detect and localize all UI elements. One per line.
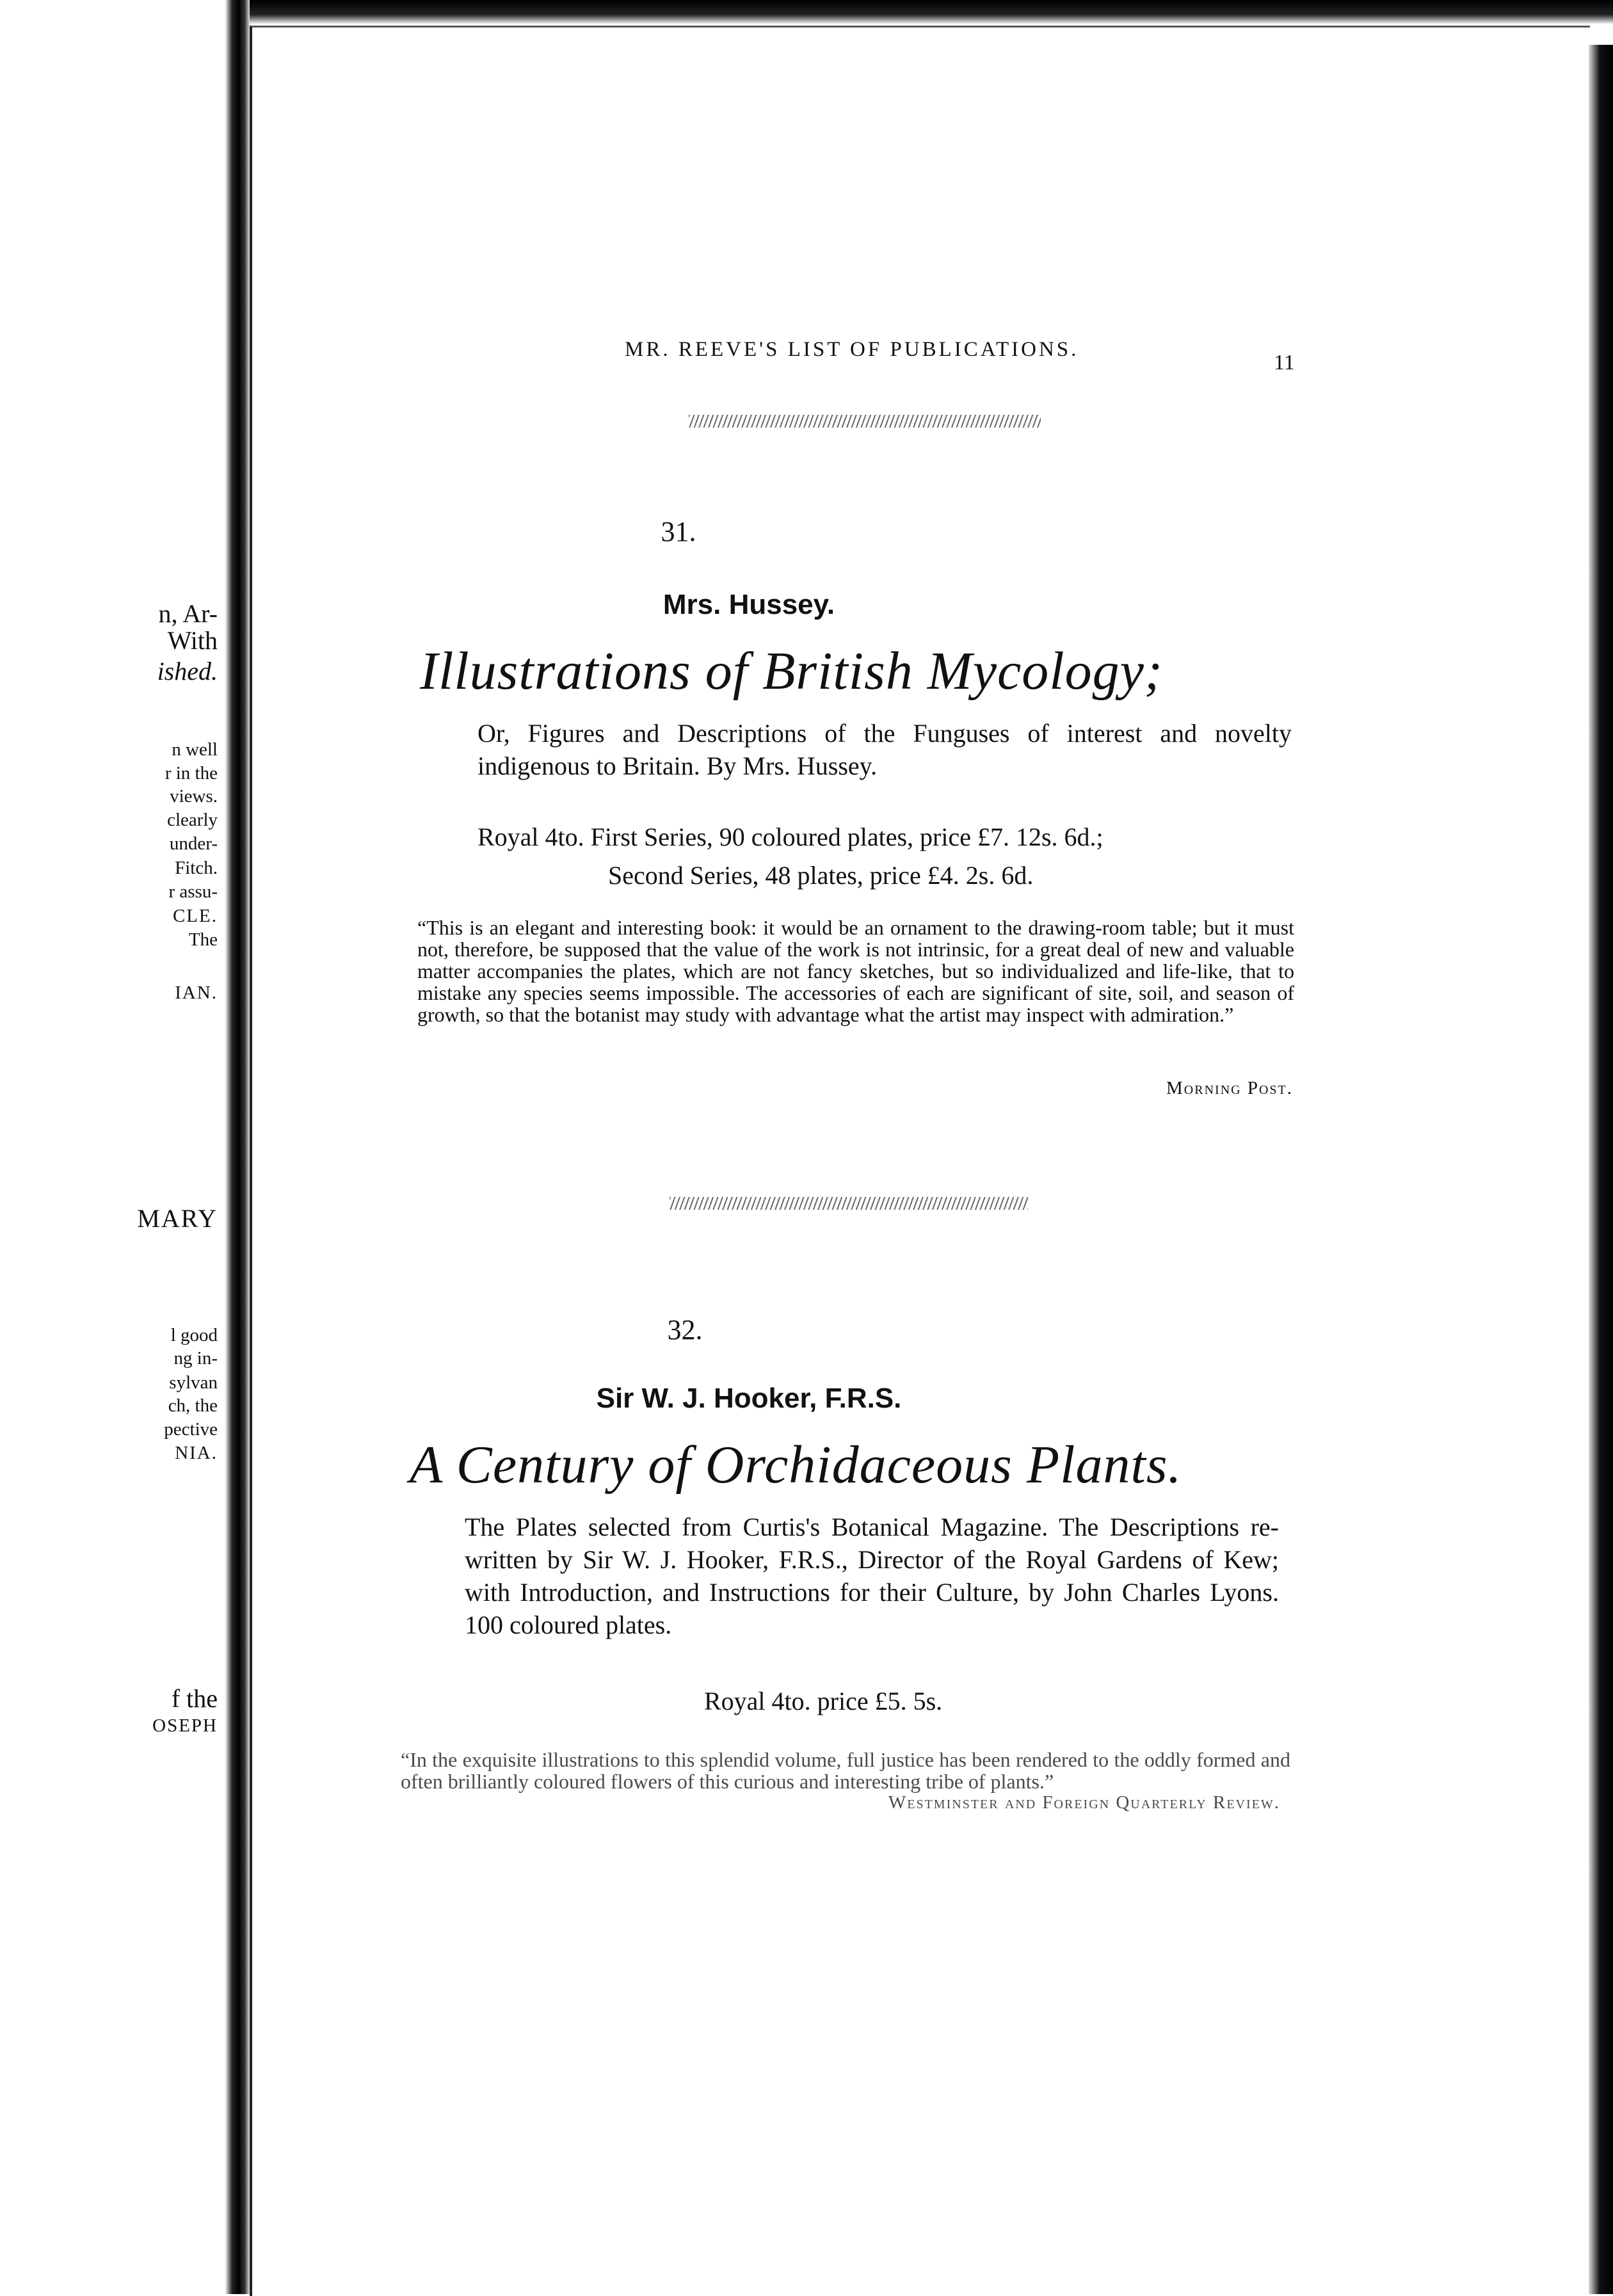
review-attribution: Westminster and Foreign Quarterly Review. (888, 1792, 1280, 1813)
entry-description: The Plates selected from Curtis's Botanical Magazine. The Descriptions re-written by Sir W. J. Hooker, F.R.S., Director of the Royal Gardens of Kew; with Introduction, and Instructions for their Culture, by John Charles Lyons. 100 coloured plates. (465, 1513, 1279, 1639)
left-page-fragment: pective (164, 1419, 218, 1440)
left-page-fragment: l good (170, 1325, 218, 1345)
left-page-fragment: f the (171, 1684, 218, 1713)
left-page-fragment: OSEPH (152, 1715, 218, 1736)
left-page-fragment: r in the (165, 763, 218, 783)
left-page-fragment: clearly (167, 810, 218, 830)
left-page-fragment: n, Ar- (158, 599, 218, 628)
running-head: MR. REEVE'S LIST OF PUBLICATIONS. (625, 338, 1079, 361)
review-attribution: Morning Post. (1166, 1078, 1293, 1098)
right-page (250, 0, 1587, 2294)
page-number: 11 (1274, 351, 1295, 374)
entry-title: A Century of Orchidaceous Plants. (410, 1435, 1182, 1495)
left-page-fragment: CLE. (172, 906, 218, 926)
left-page-fragment: sylvan (169, 1372, 218, 1393)
left-page-fragment: ch, the (168, 1395, 218, 1416)
page-gutter (225, 0, 250, 2294)
left-page-fragment: ng in- (173, 1348, 218, 1369)
left-page-fragments (0, 0, 221, 2294)
left-page-fragment: The (188, 929, 218, 950)
left-page-fragment: IAN. (175, 983, 218, 1003)
left-page-fragment: n well (172, 739, 218, 760)
entry-author: Mrs. Hussey. (662, 589, 835, 620)
entry-title: Illustrations of British Mycology; (420, 641, 1163, 701)
left-page-fragment: With (167, 626, 218, 655)
entry-price-second: Second Series, 48 plates, price £4. 2s. 6d. (608, 861, 1034, 890)
left-page-fragment: ished. (157, 657, 218, 686)
left-page-fragment: Fitch. (175, 858, 218, 878)
left-page-fragment: MARY (137, 1204, 218, 1233)
ornament-rule (689, 415, 1041, 428)
left-page-fragment: under- (169, 833, 218, 854)
entry-number: 32. (667, 1314, 703, 1345)
ornament-rule (670, 1197, 1028, 1210)
review-quote: “In the exquisite illustrations to this splendid volume, full justice has been rendered to the oddly formed and often brilliantly coloured flowers of this curious and interesting tribe of plants.” (401, 1748, 1290, 1793)
entry-number: 31. (661, 516, 696, 547)
left-page-fragment: r assu- (168, 881, 218, 902)
left-page-fragment: views. (170, 786, 218, 807)
entry-author: Sir W. J. Hooker, F.R.S. (596, 1383, 902, 1414)
entry-description: Or, Figures and Descriptions of the Funguses of interest and novelty indigenous to Britain. By Mrs. Hussey. (477, 719, 1292, 780)
left-page-fragment: NIA. (175, 1443, 218, 1463)
entry-price: Royal 4to. First Series, 90 coloured plates, price £7. 12s. 6d.; (477, 823, 1103, 851)
page-edge-right (1589, 45, 1613, 2294)
entry-price: Royal 4to. price £5. 5s. (704, 1687, 943, 1715)
review-quote: “This is an elegant and interesting book: it would be an ornament to the drawing-room table; but it must not, therefore, be supposed that the value of the work is not intrinsic, for a great deal of new and valuable matter accompanies the plates, which are not fancy sketches, but so individualized and life-like, that to mistake any species seems impossible. The accessories of each are significant of site, soil, and season of growth, so that the botanist may study with advantage what the artist may inspect with admiration.” (417, 916, 1294, 1026)
